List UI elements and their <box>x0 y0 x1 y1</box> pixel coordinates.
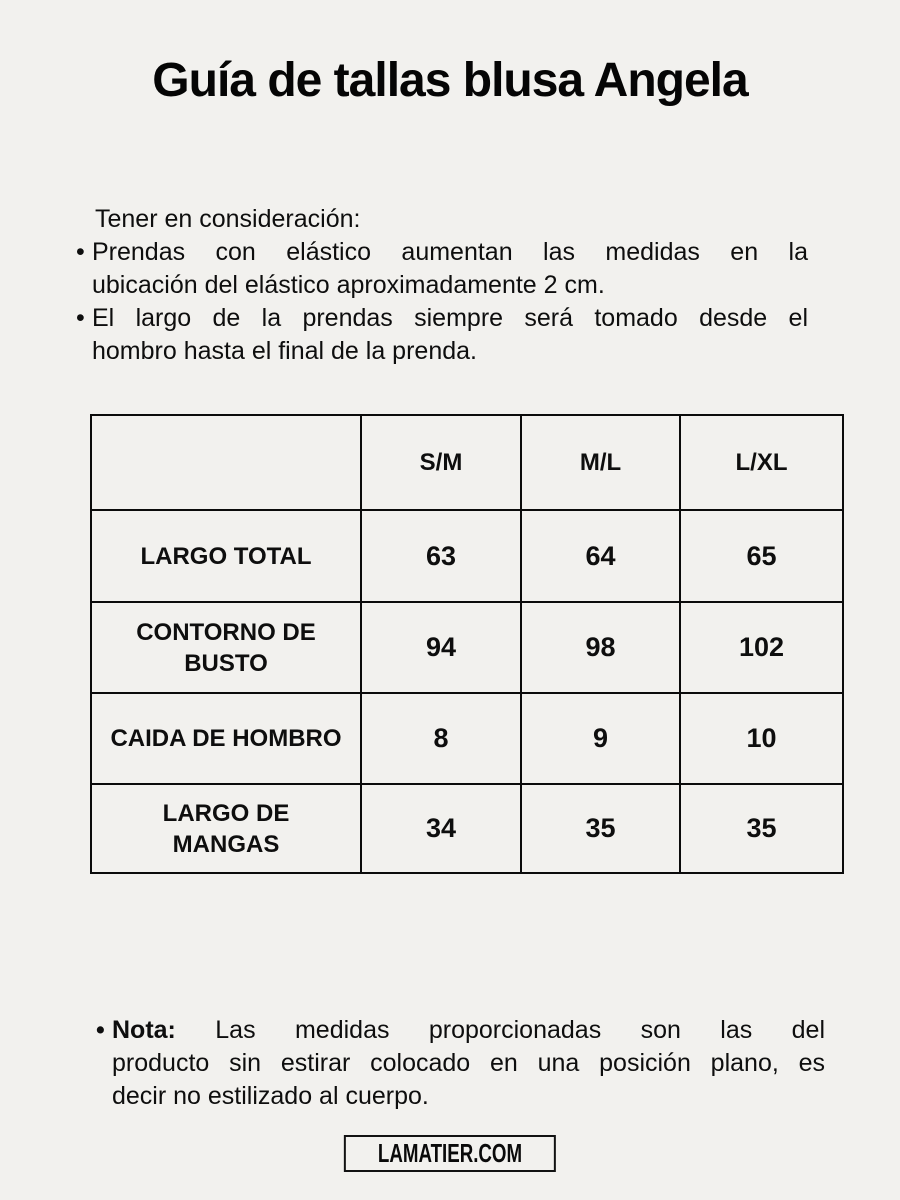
bullet-line: Prendas con elástico aumentan las medidas en la <box>92 238 808 266</box>
table-header-row <box>91 415 843 510</box>
note-line <box>112 1014 825 1047</box>
cell-value: 98 <box>521 602 680 693</box>
column-header-ml: M/L <box>521 415 680 510</box>
list-item <box>76 302 808 368</box>
note-text: Las medidas proporcionadas son las del <box>215 1016 825 1044</box>
bullet-line: hombro hasta el final de la prenda. <box>92 337 477 365</box>
table-row <box>91 693 843 784</box>
note-line: decir no estilizado al cuerpo. <box>112 1082 429 1110</box>
column-header-sm: S/M <box>361 415 521 510</box>
cell-value: 35 <box>521 784 680 873</box>
table-row <box>91 510 843 602</box>
note-line: producto sin estirar colocado en una posición plano, es <box>112 1049 825 1077</box>
bullet-line: El largo de la prendas siempre será tomado desde el <box>92 304 808 332</box>
cell-value: 34 <box>361 784 521 873</box>
table-row <box>91 784 843 873</box>
cell-value: 10 <box>680 693 843 784</box>
brand-name: LAMATIER.COM <box>377 1138 523 1168</box>
cell-value: 35 <box>680 784 843 873</box>
column-header-lxl: L/XL <box>680 415 843 510</box>
bullet-line: ubicación del elástico aproximadamente 2 cm. <box>92 271 605 299</box>
cell-value: 102 <box>680 602 843 693</box>
cell-value: 9 <box>521 693 680 784</box>
table-corner-cell <box>91 415 361 510</box>
brand-badge <box>344 1135 556 1172</box>
row-label: CAIDA DE HOMBRO <box>91 693 361 784</box>
page-title: Guía de tallas blusa Angela <box>152 54 748 107</box>
row-label: CONTORNO DE BUSTO <box>91 602 361 693</box>
considerations-heading: Tener en consideración: <box>95 205 361 233</box>
cell-value: 8 <box>361 693 521 784</box>
considerations-list <box>76 236 808 368</box>
cell-value: 94 <box>361 602 521 693</box>
note-section <box>96 1014 825 1113</box>
list-item <box>76 236 808 302</box>
bullet-icon: • <box>76 238 85 266</box>
size-table <box>90 414 844 874</box>
table-row <box>91 602 843 693</box>
cell-value: 65 <box>680 510 843 602</box>
row-label: LARGO DE MANGAS <box>91 784 361 873</box>
cell-value: 63 <box>361 510 521 602</box>
bullet-icon: • <box>96 1016 105 1044</box>
cell-value: 64 <box>521 510 680 602</box>
note-label: Nota: <box>112 1016 176 1044</box>
row-label: LARGO TOTAL <box>91 510 361 602</box>
bullet-icon: • <box>76 304 85 332</box>
considerations-section <box>76 203 808 368</box>
